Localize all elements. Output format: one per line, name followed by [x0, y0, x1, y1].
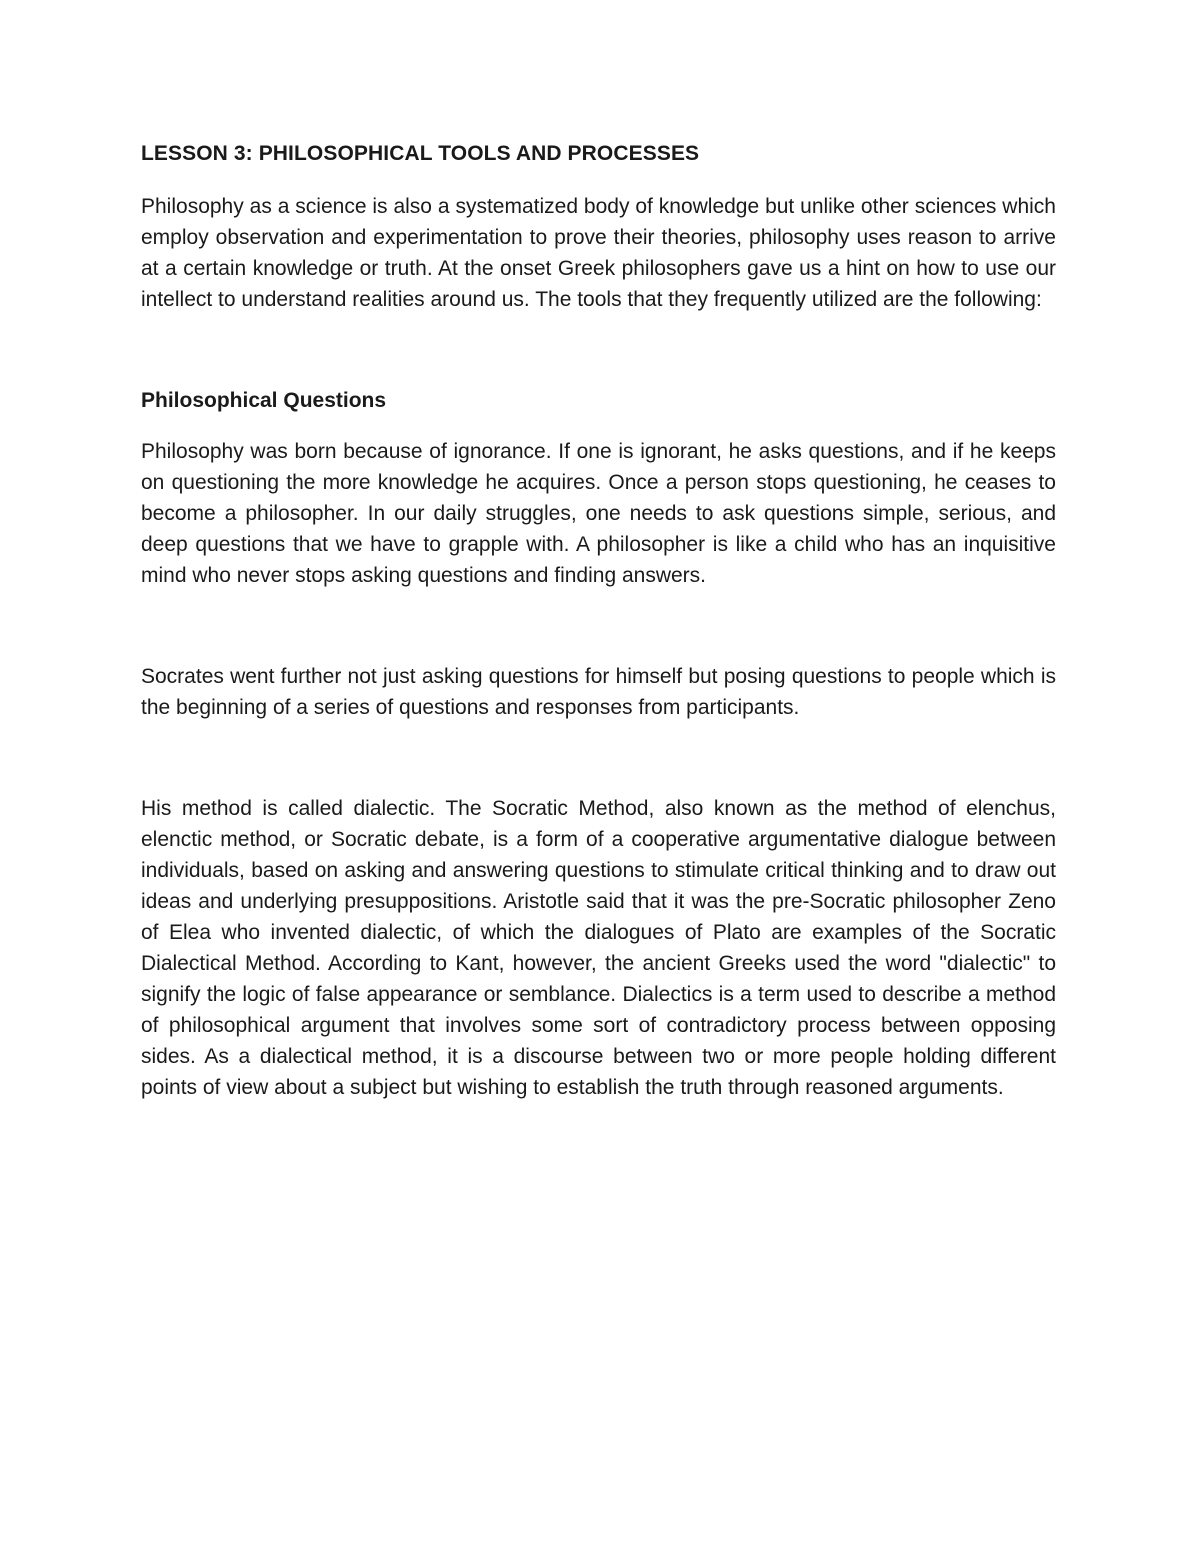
dialectic-paragraph: His method is called dialectic. The Socratic Method, also known as the method of elenchus, elenctic method, or Socratic debate, is a form of a cooperative argumentative dialogue between individuals, based on asking and answering questions to stimulate critical thinking and to draw out ideas and underlying presuppositions. Aristotle said that it was the pre-Socratic philosopher Zeno of Elea who invented dialectic, of which the dialogues of Plato are examples of the Socratic Dialectical Method. According to Kant, however, the ancient Greeks used the word "dialectic" to signify the logic of false appearance or semblance. Dialectics is a term used to describe a method of philosophical argument that involves some sort of contradictory process between opposing sides. As a dialectical method, it is a discourse between two or more people holding different points of view about a subject but wishing to establish the truth through reasoned arguments.	[141, 797, 1056, 1099]
philosophical-questions-paragraph: Philosophy was born because of ignorance. If one is ignorant, he asks questions, and if he keeps on questioning the more knowledge he acquires. Once a person stops questioning, he ceases to become a philosopher. In our daily struggles, one needs to ask questions simple, serious, and deep questions that we have to grapple with. A philosopher is like a child who has an inquisitive mind who never stops asking questions and finding answers.	[141, 440, 1056, 587]
socrates-paragraph: Socrates went further not just asking questions for himself but posing questions to people which is the beginning of a series of questions and responses from participants.	[141, 665, 1056, 719]
lesson-title: LESSON 3: PHILOSOPHICAL TOOLS AND PROCESSES	[141, 142, 700, 165]
document-page	[141, 138, 1056, 1103]
section-heading-philosophical-questions: Philosophical Questions	[141, 389, 387, 412]
intro-paragraph: Philosophy as a science is also a systematized body of knowledge but unlike other sciences which employ observation and experimentation to prove their theories, philosophy uses reason to arrive at a certain knowledge or truth. At the onset Greek philosophers gave us a hint on how to use our intellect to understand realities around us. The tools that they frequently utilized are the following:	[141, 195, 1056, 311]
